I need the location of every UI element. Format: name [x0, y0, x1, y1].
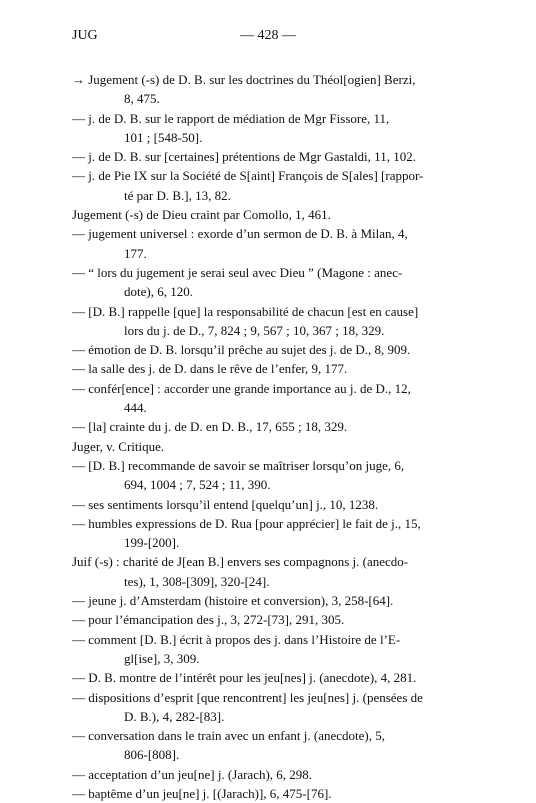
entry-line: — [la] crainte du j. de D. en D. B., 17, 655 ; 18, 329.	[72, 419, 348, 435]
index-entry	[72, 668, 472, 687]
entry-line: → Jugement (-s) de D. B. sur les doctrines du Théol[ogien] Berzi,	[72, 72, 416, 87]
entry-line: — comment [D. B.] écrit à propos des j. dans l’Histoire de l’E-	[72, 631, 401, 647]
entry-line: — humbles expressions de D. Rua [pour apprécier] le fait de j., 15,	[72, 515, 421, 531]
index-entry	[72, 224, 472, 263]
page-number: — 428 —	[240, 28, 296, 43]
index-entry	[72, 630, 472, 669]
entry-line: 806-[808].	[124, 747, 180, 763]
entry-line: — ses sentiments lorsqu’il entend [quelqu’un] j., 10, 1238.	[72, 496, 379, 512]
index-entry	[72, 166, 472, 205]
index-entry	[72, 514, 472, 553]
entry-line: — [D. B.] rappelle [que] la responsabilité de chacun [est en cause]	[72, 303, 419, 319]
index-entry	[72, 591, 472, 610]
entry-line: — [D. B.] recommande de savoir se maîtriser lorsqu’on juge, 6,	[72, 457, 405, 473]
entry-line: lors du j. de D., 7, 824 ; 9, 567 ; 10, 367 ; 18, 329.	[124, 322, 385, 338]
entry-line: — dispositions d’esprit [que rencontrent] les jeu[nes] j. (pensées de	[72, 689, 423, 705]
running-head: JUG	[72, 28, 98, 43]
index-entry	[72, 147, 472, 166]
index-entry	[72, 784, 472, 803]
index-entry	[72, 610, 472, 629]
entry-line: 199-[200].	[124, 535, 180, 551]
entry-line: — jugement universel : exorde d’un sermon de D. B. à Milan, 4,	[72, 226, 408, 242]
entry-line: dote), 6, 120.	[124, 284, 193, 300]
entry-line: Jugement (-s) de Dieu craint par Comollo, 1, 461.	[72, 207, 331, 223]
index-entry	[72, 765, 472, 784]
index-entry	[72, 437, 472, 456]
index-entry	[72, 70, 472, 109]
entry-line: 101 ; [548-50].	[124, 129, 203, 145]
index-entry	[72, 340, 472, 359]
entry-line: tes), 1, 308-[309], 320-[24].	[124, 573, 270, 589]
index-entry	[72, 552, 472, 591]
index-entry	[72, 688, 472, 727]
index-entry	[72, 456, 472, 495]
entry-line: — “ lors du jugement je serai seul avec Dieu ” (Magone : anec-	[72, 264, 403, 280]
entry-line: — baptême d’un jeu[ne] j. [(Jarach)], 6, 475-[76].	[72, 785, 332, 801]
entry-line: té par D. B.], 13, 82.	[124, 187, 231, 203]
entry-line: — émotion de D. B. lorsqu’il prêche au sujet des j. de D., 8, 909.	[72, 342, 411, 358]
index-entry	[72, 726, 472, 765]
entry-line: gl[ise], 3, 309.	[124, 650, 200, 666]
index-entries	[72, 70, 472, 803]
entry-line: — j. de Pie IX sur la Société de S[aint] François de S[ales] [rappor-	[72, 168, 424, 184]
index-entry	[72, 109, 472, 148]
entry-line: — j. de D. B. sur le rapport de médiation de Mgr Fissore, 11,	[72, 110, 390, 126]
entry-line: Juif (-s) : charité de J[ean B.] envers ses compagnons j. (anecdo-	[72, 554, 409, 570]
entry-line: 177.	[124, 245, 147, 261]
entry-line: — j. de D. B. sur [certaines] prétentions de Mgr Gastaldi, 11, 102.	[72, 149, 416, 165]
entry-line: — acceptation d’un jeu[ne] j. (Jarach), 6, 298.	[72, 766, 313, 782]
index-entry	[72, 495, 472, 514]
index-entry	[72, 359, 472, 378]
index-entry	[72, 379, 472, 418]
entry-line: D. B.), 4, 282-[83].	[124, 708, 225, 724]
index-entry	[72, 302, 472, 341]
entry-line: 8, 475.	[124, 91, 160, 107]
entry-line: — confér[ence] : accorder une grande importance au j. de D., 12,	[72, 380, 411, 396]
entry-line: — jeune j. d’Amsterdam (histoire et conversion), 3, 258-[64].	[72, 593, 394, 609]
entry-line: 694, 1004 ; 7, 524 ; 11, 390.	[124, 477, 271, 493]
entry-line: 444.	[124, 400, 147, 416]
index-entry	[72, 205, 472, 224]
index-entry	[72, 263, 472, 302]
entry-line: — D. B. montre de l’intérêt pour les jeu[nes] j. (anecdote), 4, 281.	[72, 670, 417, 686]
index-entry	[72, 417, 472, 436]
entry-line: — pour l’émancipation des j., 3, 272-[73], 291, 305.	[72, 612, 345, 628]
entry-line: — la salle des j. de D. dans le rêve de l’enfer, 9, 177.	[72, 361, 348, 377]
entry-line: — conversation dans le train avec un enfant j. (anecdote), 5,	[72, 728, 385, 744]
entry-line: Juger, v. Critique.	[72, 438, 165, 454]
